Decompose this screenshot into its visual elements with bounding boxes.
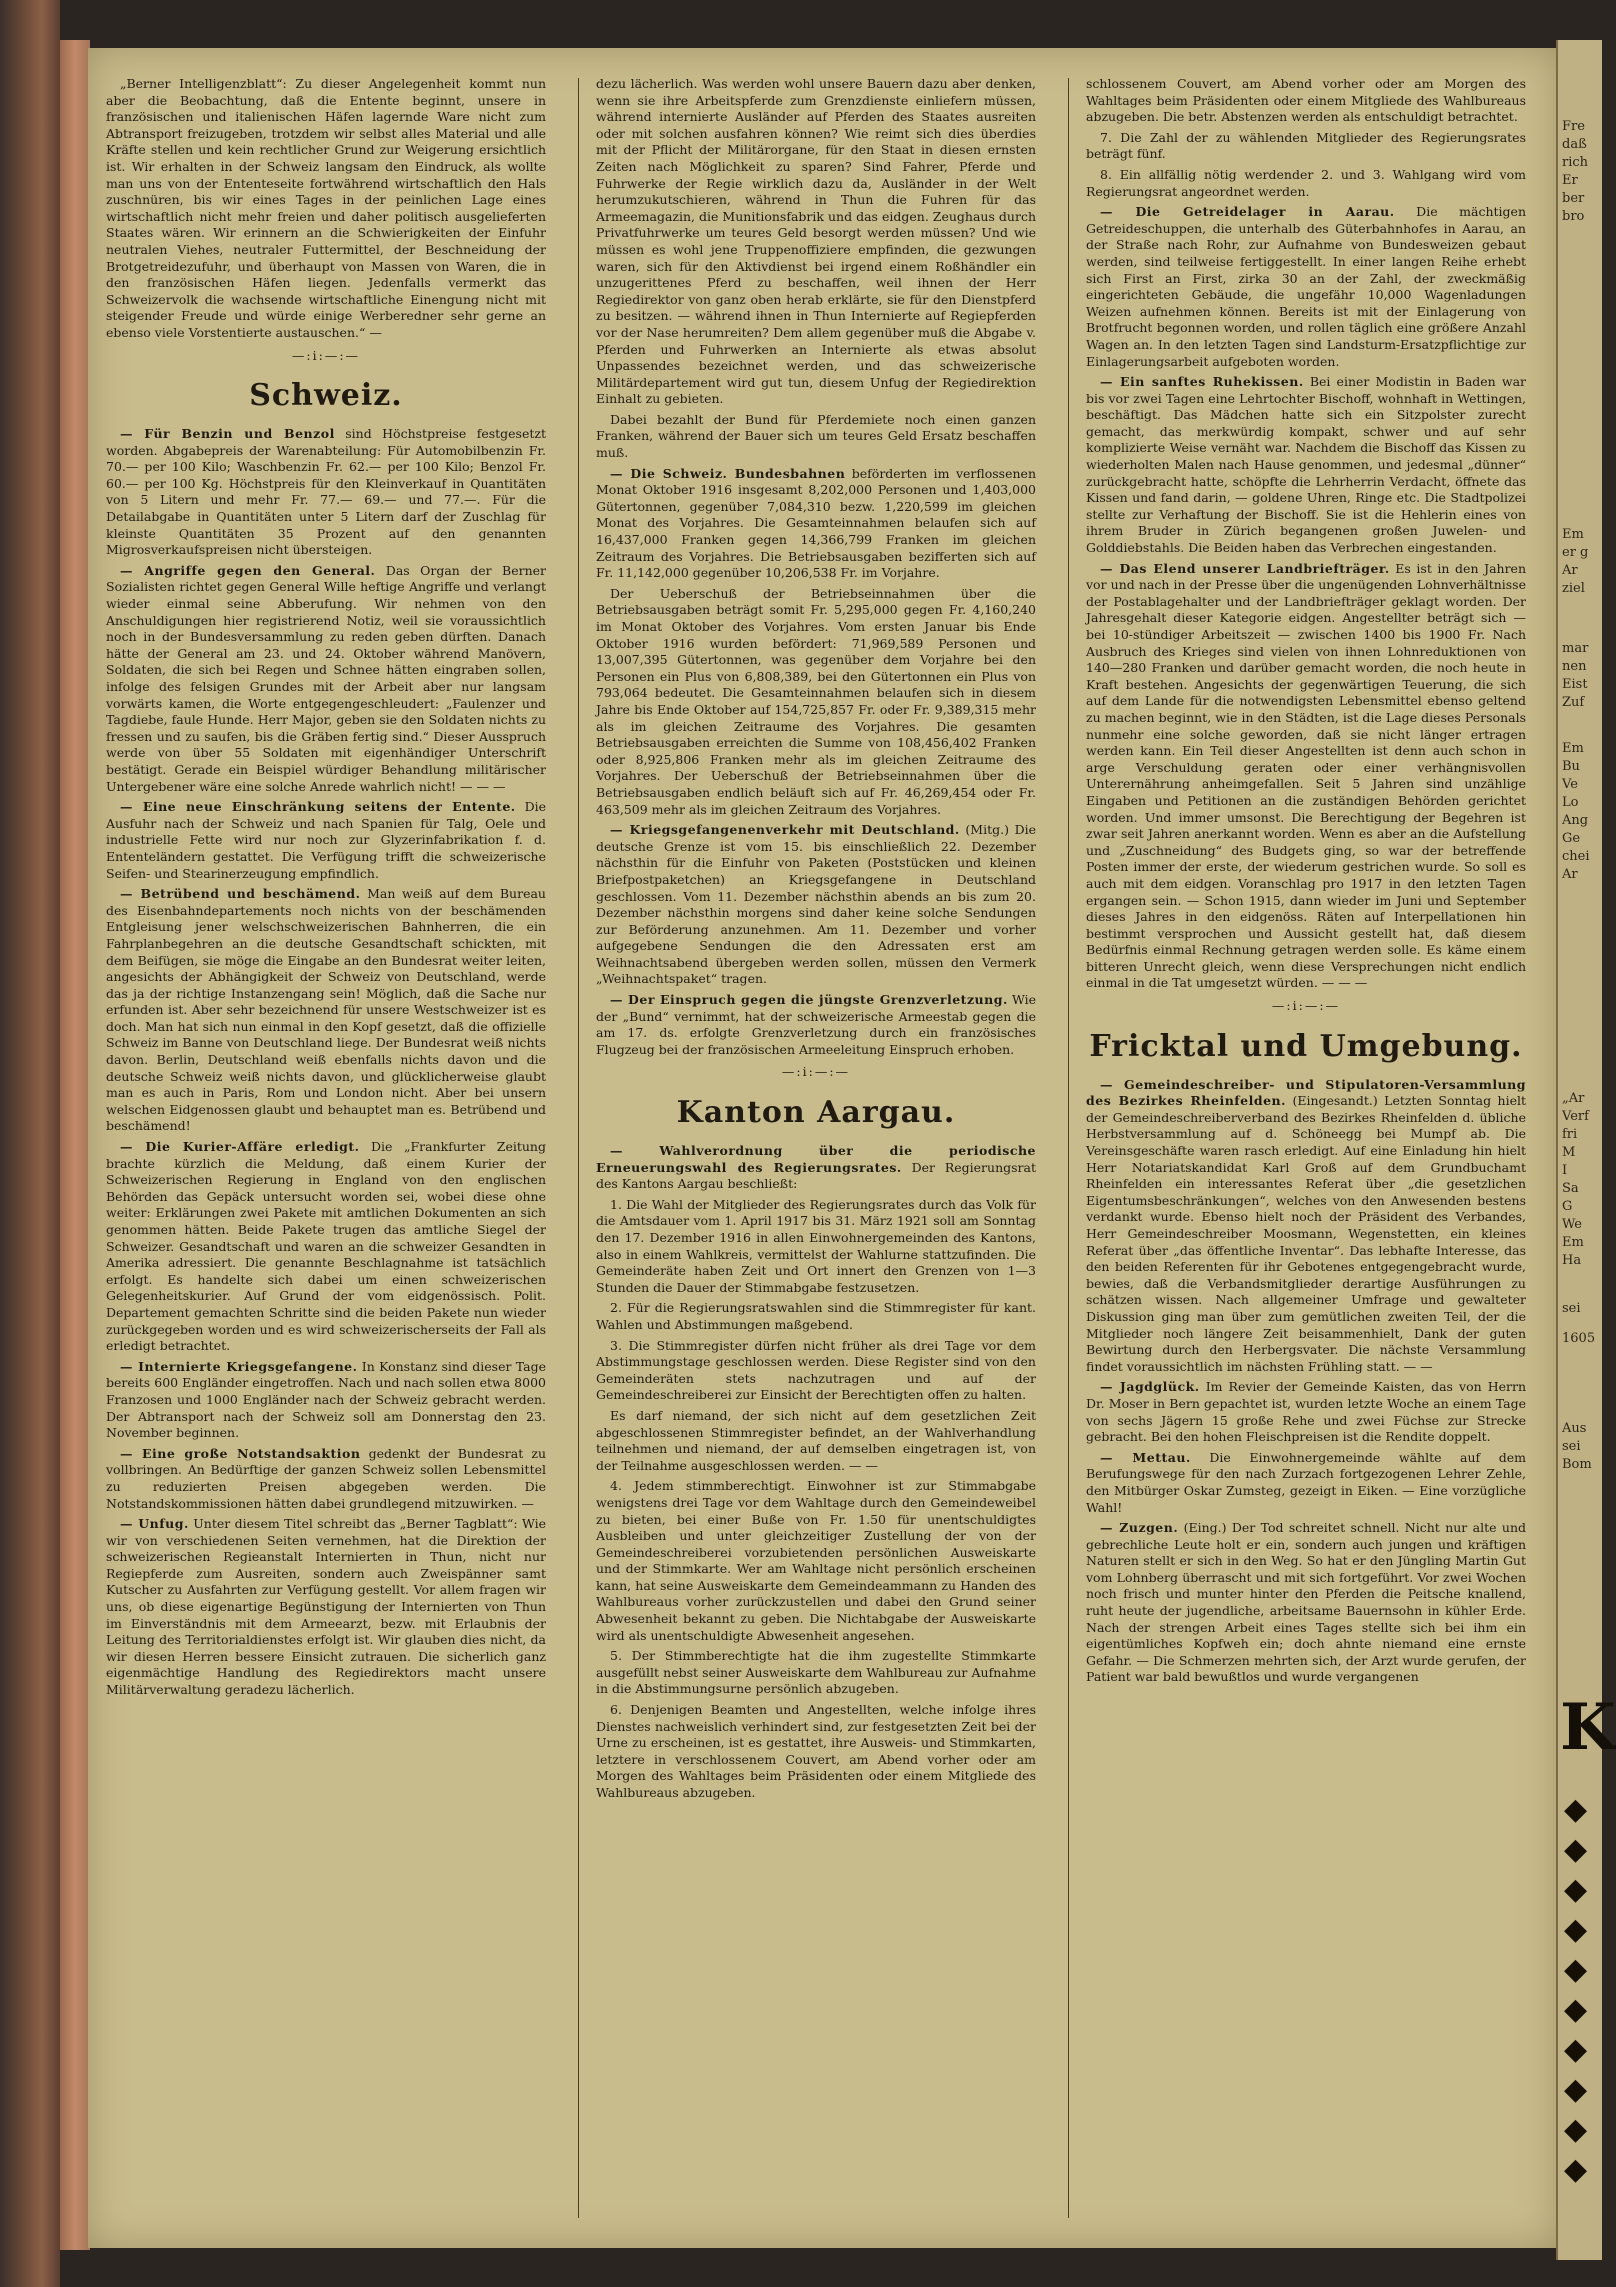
adjacent-page-fragment: sei [1562, 1301, 1581, 1316]
article-text: 8. Ein allfällig nötig werdender 2. und 3. Wahlgang wird vom Regierungsrat angeordnet werden. [1086, 166, 1526, 199]
article-lead: — Betrübend und beschämend. [120, 886, 361, 902]
article-lead: — Eine neue Einschränkung seitens der Entente. [120, 799, 516, 815]
adjacent-page-fragment: Ve [1562, 777, 1578, 792]
article-paragraph [1086, 167, 1526, 200]
article-text: (Eingesandt.) Letzten Sonntag hielt der Gemeindeschreiberverband des Bezirkes Rheinfelden d. übliche Herbstversammlung auf d. Schöneegg bei Mumpf ab. Die Vereinsgeschäfte waren rasch erledigt. Auf eine Einladung hin hielt Herr Notariatskandidat Karl Groß auf dem Grundbuchamt Rheinfelden ein interessantes Referat über „die gesetzlichen Eigentumsbeschränkungen“, welches von den Anwesenden bestens verdankt wurde. Ebenso hielt noch der Präsident des Verbandes, Herr Gemeindeschreiber Moosmann, Wegenstetten, ein kleines Referat über „das öffentliche Inventar“. Das lebhafte Interesse, das den beiden Referenten für ihr Gebotenes entgegengebracht wurde, bewies, daß die Verbandsmitglieder derartige Ausführungen zu schätzen wissen. Nach allgemeiner Umfrage und gewalteter Diskussion ging man über zum gemütlichen zweiten Teil, der die Mitglieder noch längere Zeit beisammenhielt, Dank der guten Bewirtung durch den Herbergsvater. Die nächste Versammlung findet voraussichtlich im nächsten Frühling statt. — — [1086, 1093, 1526, 1374]
column-3 [1086, 76, 1526, 2228]
column-rule [578, 78, 579, 2218]
section-divider: —:i:—:— [291, 347, 361, 363]
article-text: 3. Die Stimmregister dürfen nicht früher als drei Tage vor dem Abstimmungstage geschlossen werden. Diese Register sind von den Gemeinderäten stets nachzutragen und auf der Gemeindeschreiberei zur Einsicht der Berechtigten offen zu halten. [596, 1337, 1036, 1403]
article-paragraph [106, 426, 546, 559]
adjacent-page-fragment: We [1562, 1217, 1582, 1232]
article-text: 4. Jedem stimmberechtigt. Einwohner ist zur Stimmabgabe wenigstens drei Tage vor dem Wahltage durch den Gemeindeweibel zu bieten, bei einer Buße von Fr. 1.50 für unentschuldigtes Ausbleiben und unter gleichzeitiger Zustellung der von der Gemeindeschreiberei vorzubietenden persönlichen Ausweiskarte und der Stimmkarte. Wer am Wahltage nicht persönlich erscheinen kann, hat seine Ausweiskarte dem Gemeindeammann zu Handen des Wahlbureaus vorher zurückzustellen und dabei den Grund seiner Abwesenheit bekannt zu geben. Die Nichtabgabe der Ausweiskarte wird als unentschuldigte Abwesenheit angesehen. [596, 1478, 1036, 1643]
article-text: In Konstanz sind dieser Tage bereits 600 Engländer eingetroffen. Nach und nach sollen etwa 8000 Franzosen und 1000 Engländer nach der Schweiz gebracht werden. Der Abtransport nach der Schweiz soll am Donnerstag den 23. November beginnen. [106, 1358, 546, 1441]
adjacent-page-fragment: Em [1562, 1235, 1584, 1250]
article-text: dezu lächerlich. Was werden wohl unsere Bauern dazu aber denken, wenn sie ihre Arbeitspferde zum Grenzdienste einliefern müssen, während internierte Ausländer auf Pferden des Staates ausreiten oder mit solchen ausfahren können? Wie reimt sich dies überdies mit der Pflicht der Militärorgane, für den Staat in diesen ernsten Zeiten nach Möglichkeit zu sparen? Sind Fahrer, Pferde und Fuhrwerke der Regie wirklich dazu da, Ausländer in der Welt herumzukutschieren, während in Thun die Fuhren für das Armeemagazin, die Munitionsfabrik und das eidgen. Zeughaus durch Privatfuhrwerke um teures Geld besorgt werden müssen? Und wie müssen es wohl jene Truppenoffiziere empfinden, die gezwungen waren, sich für den Aktivdienst bei irgend einem Roßhändler ein unzugerittenes Pferd zu beschaffen, weil ihnen der Herr Regiedirektor von ganz oben herab erklärte, sie für den Dienstpferd zu besitzen. — während ihnen in Thun Internierte auf Regiepferden vor der Nase herumreiten? Dem allem gegenüber muß die Abgabe v. Pferden und Fuhrwerken an Internierte als etwas absolut Unpassendes bezeichnet werden, und das schweizerische Militärdepartement wird gut tun, diesem Unfug der Regiedirektion Einhalt zu gebieten. [596, 76, 1036, 407]
adjacent-page-fragment: Verf [1562, 1109, 1589, 1124]
article-text: Die mächtigen Getreideschuppen, die unterhalb des Güterbahnhofes in Aarau, an der Straße nach Rohr, zur Aufnahme von Bundesweizen gebaut werden, sind teilweise fertiggestellt. In einer langen Reihe erhebt sich First an First, zirka 30 an der Zahl, der zweckmäßig eingerichteten Gebäude, die ungefähr 10,000 Wagenladungen Weizen aufnehmen können. Bereits ist mit der Einlagerung von Brotfrucht begonnen worden, und rollen täglich eine größere Anzahl Wagen an. In den letzten Tagen sind Landsturm-Ersatzpflichtige zur Einlagerungsarbeit aufgeboten worden. [1086, 204, 1526, 369]
article-lead: — Wahlverordnung über die periodische Erneuerungswahl des Regierungsrates. [596, 1143, 1036, 1175]
article-paragraph [1086, 1450, 1526, 1516]
article-paragraph [596, 466, 1036, 582]
article-lead: — Die Schweiz. Bundesbahnen [610, 465, 846, 481]
adjacent-page-fragment: I [1562, 1163, 1568, 1178]
section-headline: Kanton Aargau. [676, 1095, 956, 1131]
article-paragraph [596, 586, 1036, 818]
article-paragraph [106, 563, 546, 795]
adjacent-page-fragment: ziel [1562, 581, 1585, 596]
adjacent-page-fragment: Bom [1562, 1457, 1592, 1472]
article-paragraph [1086, 1520, 1526, 1686]
adjacent-page-fragment: G [1562, 1199, 1573, 1214]
adjacent-page-fragment: Em [1562, 741, 1584, 756]
article-paragraph [1086, 1077, 1526, 1376]
article-lead: — Die Getreidelager in Aarau. [1100, 204, 1395, 220]
article-text: (Eing.) Der Tod schreitet schnell. Nicht nur alte und gebrechliche Leute holt er ein, sondern auch jungen und kräftigen Naturen stellt er sich in den Weg. So hat er den Jüngling Martin Gut vom Lohnberg überrascht und mit sich fortgeführt. Vor zwei Wochen noch frisch und munter hinter den Pferden die Peitsche knallend, ruht heute der jugendliche, arbeitsame Bauernsohn in kühler Erde. Nach der strengen Arbeit eines Tages stellte sich bei ihm ein eigentümliches Kopfweh ein; doch ahnte niemand eine ernste Gefahr. — Die Schmerzen mehrten sich, der Arzt wurde gerufen, der Patient war bald bewußtlos und wurde vergangenen [1086, 1520, 1526, 1685]
article-lead: — Die Kurier-Affäre erledigt. [120, 1139, 360, 1155]
adjacent-page-fragment: nen [1562, 659, 1587, 674]
section-headline: Schweiz. [249, 378, 403, 414]
section-headline: Fricktal und Umgebung. [1089, 1028, 1523, 1064]
column-rule [1068, 78, 1069, 2218]
adjacent-page-fragment: rich [1562, 155, 1589, 170]
adjacent-page-fragment: Em [1562, 527, 1584, 542]
adjacent-page-fragment: Ang [1562, 813, 1589, 828]
book-binding [0, 0, 60, 2287]
article-paragraph [106, 1516, 546, 1699]
article-text: 2. Für die Regierungsratswahlen sind die Stimmregister für kant. Wahlen und Abstimmungen maßgebend. [596, 1300, 1036, 1332]
column-1 [106, 76, 546, 2228]
adjacent-page-fragment: bro [1562, 209, 1585, 224]
article-paragraph [1086, 130, 1526, 163]
article-text: Die Einwohnergemeinde wählte auf dem Berufungswege für den nach Zurzach fortgezogenen Lehrer Zehle, den Mitbürger Oskar Zumsteg, gezeigt in Eiken. — Eine vorzügliche Wahl! [1086, 1449, 1526, 1515]
article-text: Es darf niemand, der sich nicht auf dem gesetzlichen Zeit abgeschlossenen Stimmregister befindet, an der Wahlverhandlung teilnehmen und niemand, der auf demselben eingetragen ist, von der Teilnahme ausgeschlossen werden. — — [596, 1407, 1036, 1473]
article-paragraph [106, 1139, 546, 1355]
article-paragraph [596, 1143, 1036, 1193]
adjacent-page-fragment: sei [1562, 1439, 1581, 1454]
article-text: „Berner Intelligenzblatt“: Zu dieser Angelegenheit kommt nun aber die Beobachtung, daß die Entente beginnt, unsere in französischen und italienischen Häfen lagernde Ware nicht zum Abtransport freizugeben, trotzdem wir selbst alles Material und alle Kräfte stellen und kein rechtlicher Grund zur Weigerung ersichtlich ist. Wir erhalten in der Schweiz langsam den Eindruck, als wollte man uns von der Ententeseite fortwährend wirtschaftlich den Hals zuschnüren, bis wir eines Tages in der peinlichen Lage eines wirtschaftlich nicht mehr freien und daher politisch ausgelieferten Staates wären. Wir erinnern an die Schwierigkeiten der Einfuhr neutralen Viehes, neutraler Futtermittel, der Beschneidung der Brotgetreidezufuhr, und überhaupt von Massen von Waren, die in den französischen Häfen liegen. Jedenfalls vermerkt das Schweizervolk die wachsende wirtschaftliche Einengung nicht mit steigender Freude und würde einige Werberedner sehr gerne an ebenso viele Vorstentierte austauschen.“ — [106, 76, 546, 340]
article-lead: — Ein sanftes Ruhekissen. [1100, 374, 1304, 390]
adjacent-page-fragment: Ar [1562, 563, 1578, 578]
article-paragraph [596, 412, 1036, 462]
article-text: Die Ausfuhr nach der Schweiz und nach Spanien für Talg, Oele und industrielle Fette wird nur noch zur Glyzerinfabrikation f. d. Ententeländern gestattet. Die Verfügung trifft die schweizerische Seifen- und Stearinerzeugung empfindlich. [106, 799, 546, 881]
article-text: sind Höchstpreise festgesetzt worden. Abgabepreis der Warenabteilung: Für Automobilbenzin Fr. 70.— per 100 Kilo; Waschbenzin Fr. 62.— per 100 Kilo; Benzol Fr. 60.— per 100 Kg. Höchstpreis für den Kleinverkauf in Quantitäten von 5 Litern und mehr Fr. 77.— 69.— und 77.—. Für die Detailabgabe in Quantitäten unter 5 Litern darf der Zuschlag für kleinste Quantitäten 35 Prozent auf den genannten Migrosverkaufspreisen nicht übersteigen. [106, 426, 546, 558]
article-paragraph [106, 1446, 546, 1512]
adjacent-page-fragment: daß [1562, 137, 1587, 152]
article-lead: — Gemeindeschreiber- und Stipulatoren-Versammlung des Bezirkes Rheinfelden. [1086, 1076, 1526, 1109]
adjacent-page-fragment: 1605 [1562, 1331, 1596, 1346]
article-paragraph [596, 822, 1036, 988]
adjacent-page-fragment: er g [1562, 545, 1589, 560]
adjacent-page-fragment: Eist [1562, 677, 1588, 692]
adjacent-page-fragment: Ge [1562, 831, 1581, 846]
article-lead: — Kriegsgefangenenverkehr mit Deutschland. [610, 822, 960, 838]
article-text: Wie der „Bund“ vernimmt, hat der schweizerische Armeestab gegen die am 17. ds. erfolgte Grenzverletzung durch ein französisches Flugzeug bei der französischen Armeeleitung Einspruch erhoben. [596, 992, 1036, 1057]
adjacent-page-edge [1556, 40, 1616, 2260]
adjacent-page-fragment: Zuf [1562, 695, 1585, 710]
article-text: Man weiß auf dem Bureau des Eisenbahndepartements noch nichts von der beschämenden Entgleisung jener welschschweizerischen Bahnherren, die ein Fahrplanbegehren an die deutsche Gesandtschaft schickten, mit dem Beifügen, sie möge die Eingabe an den Bundesrat weiter leiten, angesichts der Abhängigkeit der Schweiz von Deutschland, werde das ja der richtige Instanzengang sein! Möglich, daß die Sache nur erfunden ist. Aber sehr bezeichnend für unsere Westschweizer ist es doch. Man hat sich nun einmal in den Kopf gesetzt, daß die offizielle Schweiz im Banne von Deutschland liege. Der Bundesrat weiß nichts davon. Berlin, Deutschland weiß ebenfalls nichts davon und die deutsche Schweiz weiß nichts davon, und glücklicherweise glaubt man es auch in Paris, Rom und London nicht. Aber bei unsern welschen Eidgenossen glaubt und behauptet man es. Betrübend und beschämend! [106, 886, 546, 1134]
adjacent-page-fragment: Er [1562, 173, 1578, 188]
binding-edge [60, 40, 90, 2250]
article-text: schlossenem Couvert, am Abend vorher oder am Morgen des Wahltages beim Präsidenten oder einem Mitgliede des Wahlbureaus abzugeben. Die betr. Abstenzen werden als entschuldigt betrachtet. [1086, 76, 1526, 125]
article-text: beförderten im verflossenen Monat Oktober 1916 insgesamt 8,202,000 Personen und 1,403,000 Gütertonnen, gegenüber 7,084,310 bezw. 1,220,599 im gleichen Monat des Vorjahres. Die Gesamteinnahmen belaufen sich auf 16,437,000 Franken gegen 14,366,799 Franken im gleichen Zeitraum des Vorjahres. Die Betriebsausgaben bezifferten sich auf Fr. 11,142,000 gegenüber 10,206,538 Fr. im Vorjahre. [596, 465, 1036, 581]
article-lead: — Eine große Notstandsaktion [120, 1445, 361, 1461]
section-divider: —:i:—:— [781, 1064, 851, 1080]
adjacent-page-fragment: mar [1562, 641, 1589, 656]
article-paragraph [596, 1408, 1036, 1474]
article-paragraph [596, 1648, 1036, 1698]
adjacent-page-fragment: ber [1562, 191, 1585, 206]
section-divider: —:i:—:— [1271, 998, 1341, 1014]
adjacent-page-fragment: Sa [1562, 1181, 1579, 1196]
article-paragraph [596, 1702, 1036, 1802]
adjacent-page-fragment: Fre [1562, 119, 1585, 134]
adjacent-page-fragment: „Ar [1562, 1091, 1585, 1106]
article-paragraph [106, 1359, 546, 1442]
article-lead: — Für Benzin und Benzol [120, 426, 335, 442]
article-text: gedenkt der Bundesrat zu vollbringen. An Bedürftige der ganzen Schweiz sollen Lebensmittel zu reduzierten Preisen abgegeben werden. Die Notstandskommissionen hätten dabei grundlegend mitzuwirken. — [106, 1445, 547, 1511]
article-paragraph [1086, 374, 1526, 557]
article-text: 6. Denjenigen Beamten und Angestellten, welche infolge ihres Dienstes nachweislich verhindert sind, zur festgesetzten Zeit bei der Urne zu erscheinen, ist es gestattet, ihre Ausweis- und Stimmkarten, letztere in verschlossenem Couvert, am Abend vorher oder am Morgen des Wahltages beim Präsidenten oder einem Mitgliede des Wahlbureaus abzugeben. [596, 1702, 1036, 1800]
article-lead: — Unfug. [120, 1516, 189, 1532]
newspaper-page [88, 48, 1558, 2248]
article-paragraph [106, 799, 546, 882]
adjacent-page-fragment: Bu [1562, 759, 1580, 774]
article-paragraph [596, 992, 1036, 1058]
article-paragraph [1086, 561, 1526, 992]
article-paragraph [106, 886, 546, 1135]
article-lead: — Angriffe gegen den General. [120, 562, 376, 578]
article-text: 5. Der Stimmberechtigte hat die ihm zugestellte Stimmkarte ausgefüllt nebst seiner Ausweiskarte dem Wahlbureau zur Aufnahme in die Abstimmungsurne persönlich abzugeben. [596, 1648, 1036, 1697]
adjacent-page-fragment: Ar [1562, 867, 1578, 882]
article-text: Die „Frankfurter Zeitung brachte kürzlich die Meldung, daß einem Kurier der Schweizerischen Regierung in England von den englischen Behörden das Gepäck untersucht worden sei, wobei diese ohne weiter: Erklärungen zwei Pakete mit amtlichen Dokumenten an sich genommen hätten. Beide Pakete trugen das amtliche Siegel der Schweizer. Gesandtschaft und waren an die schweizer Gesandten in Amerika adressiert. Die genannte Beschlagnahme ist tatsächlich erfolgt. Es handelte sich dabei um einen schweizerischen Gelegenheitskurier. Auf Grund der vom eidgenössisch. Polit. Departement gemachten Schritte sind die beiden Pakete nun wieder zurückgegeben worden und es wird schweizerischerseits der Fall als erledigt betrachtet. [106, 1139, 546, 1354]
article-text: Im Revier der Gemeinde Kaisten, das von Herrn Dr. Moser in Bern gepachtet ist, wurden letzte Woche an einem Tage von sechs Jägern 15 große Rehe und zwei Füchse zur Strecke gebracht. Bei den hohen Fleischpreisen ist die Rendite doppelt. [1086, 1379, 1527, 1445]
article-paragraph [596, 1338, 1036, 1404]
article-paragraph [106, 76, 546, 342]
article-text: (Mitg.) Die deutsche Grenze ist vom 15. bis einschließlich 22. Dezember nächsthin für die Einfuhr von Paketen (Poststücken und kleinen Briefpostpaketchen) an Kriegsgefangene in Deutschland geschlossen. Vom 11. Dezember nächsthin abends an bis zum 20. Dezember nächsthin morgens sind daher keine solche Sendungen zur Beförderung anzunehmen. Am 11. Dezember und vorher aufgegebene Sendungen die den Adressaten erst am Weihnachtsabend übergeben werden sollen, müssen den Vermerk „Weihnachtspaket“ tragen. [596, 822, 1036, 987]
article-paragraph [1086, 204, 1526, 370]
article-lead: — Mettau. [1100, 1449, 1191, 1465]
article-paragraph [596, 1478, 1036, 1644]
article-paragraph [596, 1300, 1036, 1333]
article-paragraph [596, 1197, 1036, 1297]
article-text: Es ist in den Jahren vor und nach in der Presse über die ungenügenden Lohnverhältnisse der Postablagehalter und der Landbriefträger geklagt worden. Der Jahresgehalt dieser Kategorie eidgen. Angestellter beträgt sich — bei 10-stündiger Arbeitszeit — zwischen 1400 bis 1900 Fr. Nach Ausbruch des Krieges sind vielen von ihnen Lohnreduktionen von 140—280 Franken und darüber gemacht worden, die noch heute in Kraft bestehen. Angesichts der gegenwärtigen Teuerung, die sich auf dem Lande für die notwendigsten Lebensmittel ebenso geltend zu machen beginnt, wie in den Städten, ist die Lage dieses Personals nunmehr eine solche geworden, daß sie nicht länger ertragen werden kann. Ein Teil dieser Angestellten ist denn auch schon in arge Verschuldung geraten oder einer verhängnisvollen Unterernährung anheimgefallen. Seit 5 Jahren sind unzählige Eingaben und Petitionen an die zuständigen Behörden gerichtet worden. Und immer umsonst. Die Berechtigung der Begehren ist zwar seit Jahren anerkannt worden. Wenn es aber an die Aufstellung und „Zuschneidung“ des Budgets ging, so war der betreffende Posten immer der erste, der wiederum gestrichen wurde. So soll es auch mit dem eidgen. Voranschlag pro 1917 in den letzten Tagen ergangen sein. — Schon 1915, dann wieder im Juni und September dieses Jahres in den eidgenöss. Räten auf Interpellationen hin bestimmt versprochen und Aussicht gestellt hat, daß diesem Bedürfnis einmal Rechnung getragen werden solle. Es käme einem bitteren Unrecht gleich, wenn diese Versprechungen nicht endlich einmal in die Tat umgesetzt würden. — — — [1086, 560, 1527, 991]
article-paragraph [596, 76, 1036, 408]
article-lead: — Jagdglück. [1100, 1379, 1200, 1395]
adjacent-page-big-letter: K [1560, 1690, 1616, 1765]
article-paragraph [1086, 1379, 1526, 1445]
article-text: Das Organ der Berner Sozialisten richtet gegen General Wille heftige Angriffe und verlangt wieder einmal seine Abberufung. Wir nehmen von den Anschuldigungen hier registrierend Notiz, weil sie voraussichtlich noch in der Bundesversammlung zu reden geben dürften. Danach hätte der General am 23. und 24. Oktober während Manövern, Soldaten, die sich bei Regen und Schnee hätten eingraben sollen, infolge des felsigen Grundes mit der Arbeit aber nur langsam vorwärts kamen, die Worte entgegengeschleudert: „Faulenzer und Tagdiebe, faule Hunde. Herr Major, geben sie den Soldaten nichts zu fressen und zu saufen, bis die Gräben fertig sind.“ Dieser Ausspruch werde von über 55 Soldaten mit eigenhändiger Unterschrift bestätigt. Gerade ein Beispiel würdiger Behandlung militärischer Untergebener wäre eine solche Anrede wahrlich nicht! — — — [106, 562, 546, 794]
adjacent-page-fragment: Aus [1562, 1421, 1587, 1436]
adjacent-page-fragment: Lo [1562, 795, 1579, 810]
column-2 [596, 76, 1036, 2228]
article-lead: — Das Elend unserer Landbriefträger. [1100, 560, 1390, 576]
article-lead: — Zuzgen. [1100, 1520, 1179, 1536]
article-lead: — Der Einspruch gegen die jüngste Grenzverletzung. [610, 992, 1008, 1008]
article-text: Der Regierungsrat des Kantons Aargau beschließt: [596, 1159, 1036, 1192]
adjacent-page-fragment: chei [1562, 849, 1590, 864]
article-text: 1. Die Wahl der Mitglieder des Regierungsrates durch das Volk für die Amtsdauer vom 1. April 1917 bis 31. März 1921 soll am Sonntag den 17. Dezember 1916 in allen Einwohnergemeinden des Kantons, also in einem Wahlkreis, vermittelst der Wahlurne stattzufinden. Die Gemeinderäte haben Zeit und Ort innert den Grenzen von 1—3 Stunden die Dauer der Stimmabgabe festzusetzen. [596, 1196, 1036, 1295]
article-lead: — Internierte Kriegsgefangene. [120, 1358, 358, 1374]
adjacent-page-fragment: fri [1562, 1127, 1578, 1142]
article-text: Unter diesem Titel schreibt das „Berner Tagblatt“: Wie wir von verschiedenen Seiten vernehmen, hat die Direktion der schweizerischen Regieanstalt Internierten in Thun, nicht nur Regiepferde zum Ausreiten, sondern auch Zweispänner samt Kutscher zu Ausfahrten zur Verfügung gestellt. Vor allem fragen wir uns, ob diese eigenartige Begünstigung der Internierten von Thun im Einverständnis mit dem Armeearzt, bezw. mit Erlaubnis der Leitung des Territorialdienstes erfolgt ist. Wir glauben dies nicht, da wir diesen Herren bessere Einsicht zutrauen. Die sicherlich ganz eigenmächtige Handlung des Regiedirektors macht unsere Militärverwaltung geradezu lächerlich. [106, 1516, 547, 1698]
article-text: Der Ueberschuß der Betriebseinnahmen über die Betriebsausgaben beträgt somit Fr. 5,295,000 gegen Fr. 4,160,240 im Monat Oktober des Vorjahres. Vom ersten Januar bis Ende Oktober 1916 wurden befördert: 71,969,589 Personen und 13,007,395 Gütertonnen, was gegenüber dem Vorjahre bei den Personen ein Plus von 6,808,389, bei den Gütertonnen ein Plus von 793,064 bedeutet. Die Gesamteinnahmen belaufen sich in diesem Jahre bis Ende Oktober auf 154,725,857 Fr. oder Fr. 9,389,315 mehr als im gleichen Zeitraume des Vorjahres. Die gesamten Betriebsausgaben erreichten die Summe von 108,456,402 Franken oder 8,925,806 Franken mehr als im gleichen Zeitraume des Vorjahres. Der Ueberschuß der Betriebseinnahmen über die Betriebsausgaben endlich beläuft sich auf Fr. 46,269,454 oder Fr. 463,509 mehr als im gleichen Zeitraum des Vorjahres. [596, 585, 1036, 817]
adjacent-page-fragment: Ha [1562, 1253, 1582, 1268]
article-text: Bei einer Modistin in Baden war bis vor zwei Tagen eine Lehrtochter Bischoff, wohnhaft in Wettingen, beschäftigt. Das Mädchen hatte sich ein Sitzpolster zurecht gemacht, das merkwürdig kompakt, schwer und auf sehr komplizierte Weise vernäht war. Nachdem die Bischoff das Kissen zu wiederholten Malen nach Hause genommen, und jedesmal „dünner“ zurückgebracht hatte, schöpfte die Lehrherrin Verdacht, öffnete das Kissen und fand darin, — goldene Uhren, Ringe etc. Die Stadtpolizei stellte zur Verhaftung der Bischoff. Sie ist die Hehlerin eines von ihrem Bruder in Zürich begangenen großen Juwelen- und Golddiebstahls. Die Beiden haben das Verbrechen eingestanden. [1086, 374, 1526, 556]
adjacent-page-ornament: ◆ ◆ ◆ ◆ ◆ ◆ ◆ ◆ ◆ ◆ [1564, 1792, 1588, 2187]
article-paragraph [1086, 76, 1526, 126]
adjacent-page-fragment: M [1562, 1145, 1576, 1160]
article-text: 7. Die Zahl der zu wählenden Mitglieder des Regierungsrates beträgt fünf. [1086, 129, 1526, 162]
article-text: Dabei bezahlt der Bund für Pferdemiete noch einen ganzen Franken, während der Bauer sich um teures Geld Ersatz beschaffen muß. [596, 411, 1036, 461]
